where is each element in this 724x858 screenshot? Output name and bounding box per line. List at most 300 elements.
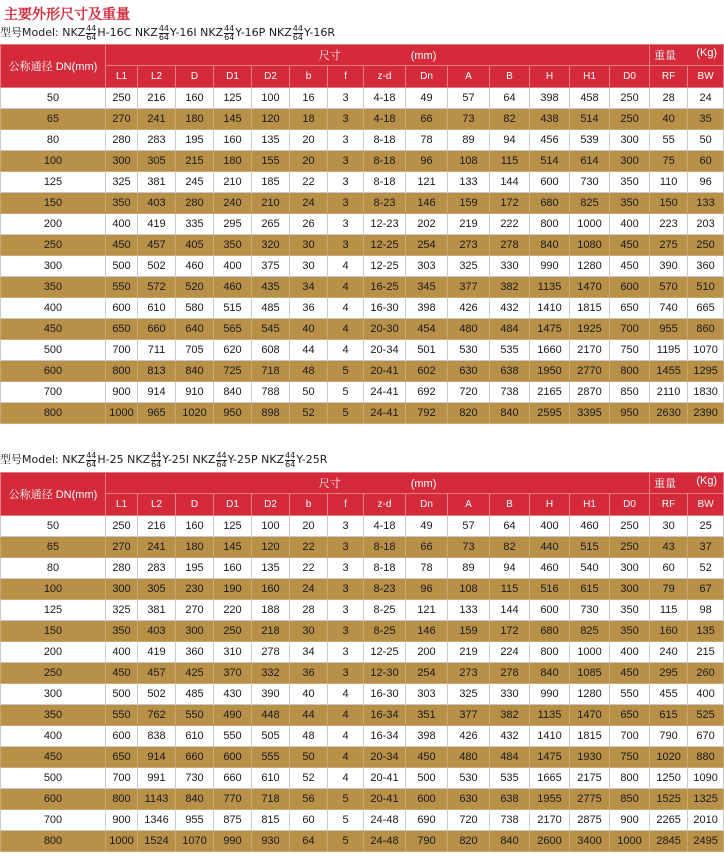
table-cell: 660	[176, 747, 214, 768]
table-cell: 64	[490, 88, 530, 109]
table-cell: 650	[106, 319, 138, 340]
table-cell: 2170	[530, 810, 570, 831]
table-cell: 458	[570, 88, 610, 109]
table-cell: 720	[448, 382, 490, 403]
table-cell: 460	[530, 558, 570, 579]
table-cell: 16-30	[364, 684, 406, 705]
table-cell: 435	[252, 277, 290, 298]
table-cell: 145	[214, 537, 252, 558]
table-cell: 1295	[688, 361, 724, 382]
table-cell: 8-25	[364, 621, 406, 642]
model-code: NKZ $\frac{44}{64}$ Y-25P	[192, 450, 258, 469]
table-cell: 280	[176, 193, 214, 214]
table-cell: 610	[252, 768, 290, 789]
table-cell: 403	[138, 621, 176, 642]
table-cell: 305	[138, 151, 176, 172]
table-cell: 190	[214, 579, 252, 600]
table-cell: 500	[1, 768, 106, 789]
table-cell: 219	[448, 642, 490, 663]
table-row	[1, 382, 724, 403]
table-cell: 160	[176, 88, 214, 109]
table-cell: 480	[448, 747, 490, 768]
table-cell: 250	[610, 516, 650, 537]
table-cell: 580	[176, 298, 214, 319]
table-cell: 670	[688, 726, 724, 747]
table-row	[1, 747, 724, 768]
weight-header: 重量 (Kg)	[650, 45, 724, 66]
table-cell: 1135	[530, 277, 570, 298]
table-cell: 914	[138, 747, 176, 768]
table-cell: 60	[650, 558, 688, 579]
table-cell: 150	[1, 193, 106, 214]
table-cell: 450	[1, 319, 106, 340]
table-cell: 638	[490, 789, 530, 810]
table-cell: 900	[106, 382, 138, 403]
table-cell: 3	[328, 663, 364, 684]
table-cell: 1950	[530, 361, 570, 382]
table-cell: 2265	[650, 810, 688, 831]
table-cell: 303	[406, 684, 448, 705]
table-cell: 146	[406, 621, 448, 642]
table-cell: 24-41	[364, 403, 406, 424]
table-cell: 16-34	[364, 705, 406, 726]
table-cell: 2870	[570, 382, 610, 403]
table-cell: 203	[688, 214, 724, 235]
table-cell: 1000	[106, 831, 138, 852]
table-cell: 426	[448, 298, 490, 319]
table-cell: 66	[406, 537, 448, 558]
table-cell: 800	[106, 361, 138, 382]
table-cell: 711	[138, 340, 176, 361]
table-cell: 800	[610, 768, 650, 789]
table-cell: 1000	[570, 214, 610, 235]
table-cell: 280	[106, 130, 138, 151]
table-row	[1, 256, 724, 277]
table-cell: 419	[138, 214, 176, 235]
table-cell: 650	[106, 747, 138, 768]
table-cell: 195	[176, 130, 214, 151]
model-line	[0, 451, 327, 469]
table-cell: 65	[1, 537, 106, 558]
column-header: RF	[650, 494, 688, 516]
table-cell: 3	[328, 558, 364, 579]
column-header: b	[290, 66, 328, 88]
table-cell: 950	[610, 403, 650, 424]
table-cell: 550	[106, 705, 138, 726]
table-row	[1, 705, 724, 726]
table-cell: 3	[328, 235, 364, 256]
table-cell: 241	[138, 537, 176, 558]
table-cell: 350	[1, 277, 106, 298]
table-cell: 501	[406, 340, 448, 361]
table-cell: 1455	[650, 361, 688, 382]
table-cell: 800	[530, 642, 570, 663]
model-code: NKZ $\frac{44}{64}$ Y-16I	[134, 23, 197, 42]
table-row	[1, 88, 724, 109]
table-cell: 100	[252, 88, 290, 109]
table-cell: 450	[106, 235, 138, 256]
model-code: NKZ $\frac{44}{64}$ H-16C	[62, 23, 132, 42]
column-header: D	[176, 494, 214, 516]
table-cell: 57	[448, 516, 490, 537]
table-cell: 133	[448, 600, 490, 621]
table-cell: 89	[448, 130, 490, 151]
table-cell: 270	[106, 109, 138, 130]
table-cell: 400	[214, 256, 252, 277]
table-cell: 320	[252, 235, 290, 256]
table-cell: 20-41	[364, 361, 406, 382]
table-cell: 1410	[530, 726, 570, 747]
table-cell: 2110	[650, 382, 688, 403]
table-cell: 800	[106, 789, 138, 810]
table-cell: 840	[490, 831, 530, 852]
table-cell: 4-18	[364, 109, 406, 130]
table-row	[1, 642, 724, 663]
table-cell: 325	[448, 684, 490, 705]
table-cell: 525	[688, 705, 724, 726]
table-cell: 65	[1, 109, 106, 130]
table-cell: 115	[490, 151, 530, 172]
table-cell: 680	[530, 621, 570, 642]
table-cell: 880	[688, 747, 724, 768]
table-cell: 1346	[138, 810, 176, 831]
table-cell: 2875	[570, 810, 610, 831]
table-cell: 1830	[688, 382, 724, 403]
table-cell: 400	[610, 642, 650, 663]
table-cell: 30	[650, 516, 688, 537]
table-cell: 550	[610, 684, 650, 705]
table-cell: 250	[610, 88, 650, 109]
table-cell: 718	[252, 789, 290, 810]
table-cell: 2770	[570, 361, 610, 382]
table-cell: 57	[448, 88, 490, 109]
table-cell: 78	[406, 558, 448, 579]
table-cell: 484	[490, 747, 530, 768]
model-code: NKZ $\frac{44}{64}$ Y-16P	[200, 23, 266, 42]
table-cell: 740	[650, 298, 688, 319]
table-cell: 22	[290, 537, 328, 558]
table-cell: 4-18	[364, 516, 406, 537]
table-cell: 505	[252, 726, 290, 747]
table-cell: 490	[214, 705, 252, 726]
table-cell: 1325	[688, 789, 724, 810]
table-cell: 615	[570, 579, 610, 600]
table-cell: 1925	[570, 319, 610, 340]
table-cell: 22	[290, 558, 328, 579]
table-cell: 3	[328, 88, 364, 109]
table-cell: 930	[252, 831, 290, 852]
table-cell: 44	[290, 705, 328, 726]
table-cell: 150	[1, 621, 106, 642]
table-cell: 638	[490, 361, 530, 382]
table-cell: 840	[530, 663, 570, 684]
table-cell: 144	[490, 600, 530, 621]
table-cell: 12-25	[364, 642, 406, 663]
table-cell: 650	[610, 298, 650, 319]
table-cell: 160	[176, 516, 214, 537]
table-row	[1, 172, 724, 193]
table-cell: 80	[1, 558, 106, 579]
table-cell: 457	[138, 663, 176, 684]
table-cell: 350	[610, 193, 650, 214]
table-cell: 49	[406, 516, 448, 537]
table-cell: 219	[448, 214, 490, 235]
table-cell: 762	[138, 705, 176, 726]
table-cell: 400	[688, 684, 724, 705]
table-cell: 20-30	[364, 319, 406, 340]
table-cell: 195	[176, 558, 214, 579]
table-row	[1, 663, 724, 684]
table-cell: 790	[650, 726, 688, 747]
table-cell: 48	[290, 361, 328, 382]
table-cell: 160	[252, 579, 290, 600]
table-cell: 8-18	[364, 130, 406, 151]
table-cell: 275	[650, 235, 688, 256]
table-cell: 400	[106, 214, 138, 235]
table-cell: 991	[138, 768, 176, 789]
table-cell: 223	[650, 214, 688, 235]
table-cell: 610	[176, 726, 214, 747]
table-cell: 900	[106, 810, 138, 831]
table-row	[1, 151, 724, 172]
table-cell: 692	[406, 382, 448, 403]
table-cell: 202	[406, 214, 448, 235]
table-cell: 690	[406, 810, 448, 831]
table-cell: 49	[406, 88, 448, 109]
table-cell: 1470	[570, 277, 610, 298]
table-cell: 108	[448, 579, 490, 600]
table-cell: 1475	[530, 319, 570, 340]
table-cell: 600	[1, 361, 106, 382]
table-cell: 502	[138, 256, 176, 277]
column-header: D0	[610, 494, 650, 516]
table-cell: 600	[530, 600, 570, 621]
column-header: Dn	[406, 494, 448, 516]
table-cell: 12-25	[364, 256, 406, 277]
table-cell: 485	[252, 298, 290, 319]
table-cell: 5	[328, 789, 364, 810]
table-cell: 398	[530, 88, 570, 109]
table-cell: 20-34	[364, 340, 406, 361]
table-cell: 700	[610, 319, 650, 340]
table-cell: 377	[448, 277, 490, 298]
table-cell: 283	[138, 558, 176, 579]
table-cell: 514	[530, 151, 570, 172]
table-cell: 350	[610, 172, 650, 193]
table-cell: 1000	[570, 642, 610, 663]
table-cell: 121	[406, 172, 448, 193]
table-cell: 300	[106, 151, 138, 172]
column-header: z-d	[364, 66, 406, 88]
table-cell: 898	[252, 403, 290, 424]
model-code: NKZ $\frac{44}{64}$ H-25	[62, 450, 124, 469]
table-cell: 500	[1, 340, 106, 361]
table-cell: 273	[448, 235, 490, 256]
table-cell: 545	[252, 319, 290, 340]
table-cell: 540	[570, 558, 610, 579]
table-cell: 2595	[530, 403, 570, 424]
table-cell: 125	[214, 88, 252, 109]
table-cell: 614	[570, 151, 610, 172]
table-cell: 43	[650, 537, 688, 558]
table-cell: 270	[106, 537, 138, 558]
table-cell: 640	[176, 319, 214, 340]
column-header: z-d	[364, 494, 406, 516]
table-cell: 5	[328, 831, 364, 852]
table-cell: 750	[610, 340, 650, 361]
table-cell: 64	[290, 831, 328, 852]
table-cell: 94	[490, 130, 530, 151]
table-row	[1, 600, 724, 621]
table-cell: 110	[650, 172, 688, 193]
table-cell: 448	[252, 705, 290, 726]
table-cell: 16-34	[364, 726, 406, 747]
table-cell: 8-18	[364, 151, 406, 172]
table-cell: 40	[650, 109, 688, 130]
table-cell: 218	[252, 621, 290, 642]
table-cell: 18	[290, 109, 328, 130]
table-cell: 419	[138, 642, 176, 663]
table-cell: 502	[138, 684, 176, 705]
table-cell: 73	[448, 537, 490, 558]
table-cell: 792	[406, 403, 448, 424]
table-cell: 535	[490, 768, 530, 789]
column-header: A	[448, 66, 490, 88]
table-cell: 66	[406, 109, 448, 130]
table-cell: 602	[406, 361, 448, 382]
table-cell: 4-18	[364, 88, 406, 109]
table-cell: 159	[448, 621, 490, 642]
table-cell: 350	[106, 621, 138, 642]
table-row	[1, 789, 724, 810]
table-cell: 825	[570, 621, 610, 642]
table-cell: 28	[290, 600, 328, 621]
table-cell: 210	[214, 172, 252, 193]
model-code: NKZ $\frac{44}{64}$ Y-16R	[268, 23, 336, 42]
table-row	[1, 831, 724, 852]
table-cell: 450	[106, 663, 138, 684]
table-cell: 254	[406, 663, 448, 684]
table-cell: 850	[610, 789, 650, 810]
table-cell: 12-30	[364, 663, 406, 684]
table-cell: 3	[328, 214, 364, 235]
table-cell: 20-34	[364, 747, 406, 768]
table-cell: 120	[252, 109, 290, 130]
table-cell: 24	[290, 193, 328, 214]
table-cell: 82	[490, 109, 530, 130]
model-prefix: 型号Model:	[0, 453, 63, 466]
table-cell: 2600	[530, 831, 570, 852]
table-cell: 16-25	[364, 277, 406, 298]
table-cell: 52	[290, 403, 328, 424]
table-cell: 572	[138, 277, 176, 298]
table-cell: 24-48	[364, 810, 406, 831]
table-cell: 20	[290, 516, 328, 537]
table-cell: 160	[650, 621, 688, 642]
table-cell: 390	[252, 684, 290, 705]
table-cell: 460	[214, 277, 252, 298]
table-cell: 600	[610, 277, 650, 298]
table-cell: 390	[650, 256, 688, 277]
table-cell: 1135	[530, 705, 570, 726]
table-cell: 1524	[138, 831, 176, 852]
table-cell: 98	[688, 600, 724, 621]
table-cell: 60	[290, 810, 328, 831]
table-cell: 220	[214, 600, 252, 621]
table-cell: 955	[650, 319, 688, 340]
table-row	[1, 277, 724, 298]
table-cell: 30	[290, 256, 328, 277]
table-cell: 4	[328, 747, 364, 768]
table-cell: 250	[106, 88, 138, 109]
table-cell: 135	[688, 621, 724, 642]
table-cell: 700	[106, 340, 138, 361]
table-cell: 4	[328, 705, 364, 726]
table-cell: 403	[138, 193, 176, 214]
table-cell: 425	[176, 663, 214, 684]
table-cell: 398	[406, 726, 448, 747]
table-cell: 2775	[570, 789, 610, 810]
table-cell: 555	[252, 747, 290, 768]
table-cell: 300	[1, 256, 106, 277]
column-header: L1	[106, 66, 138, 88]
column-header: D0	[610, 66, 650, 88]
table-cell: 180	[176, 109, 214, 130]
column-header: Dn	[406, 66, 448, 88]
table-cell: 725	[214, 361, 252, 382]
table-cell: 875	[214, 810, 252, 831]
table-cell: 133	[448, 172, 490, 193]
table-cell: 800	[530, 214, 570, 235]
table-cell: 813	[138, 361, 176, 382]
table-cell: 3	[328, 193, 364, 214]
table-cell: 838	[138, 726, 176, 747]
table-cell: 815	[252, 810, 290, 831]
table-cell: 79	[650, 579, 688, 600]
table-cell: 120	[252, 537, 290, 558]
column-header: L2	[138, 66, 176, 88]
table-cell: 750	[610, 747, 650, 768]
table-cell: 738	[490, 810, 530, 831]
table-cell: 550	[176, 705, 214, 726]
table-cell: 840	[490, 403, 530, 424]
table-cell: 700	[106, 768, 138, 789]
table-cell: 135	[252, 558, 290, 579]
table-cell: 25	[688, 516, 724, 537]
table-cell: 3400	[570, 831, 610, 852]
column-header: B	[490, 66, 530, 88]
table-cell: 5	[328, 810, 364, 831]
table-cell: 73	[448, 109, 490, 130]
table-cell: 115	[650, 600, 688, 621]
table-row	[1, 361, 724, 382]
table-cell: 80	[1, 130, 106, 151]
table-cell: 600	[1, 789, 106, 810]
table-cell: 100	[1, 579, 106, 600]
table-cell: 400	[1, 298, 106, 319]
table-cell: 40	[290, 319, 328, 340]
table-cell: 24-41	[364, 382, 406, 403]
table-cell: 216	[138, 516, 176, 537]
table-cell: 530	[448, 340, 490, 361]
table-cell: 145	[214, 109, 252, 130]
table-cell: 1070	[176, 831, 214, 852]
table-cell: 1280	[570, 256, 610, 277]
dn-header: 公称通径 DN(mm)	[1, 473, 106, 516]
table-cell: 400	[610, 214, 650, 235]
column-header: B	[490, 494, 530, 516]
table-cell: 515	[214, 298, 252, 319]
